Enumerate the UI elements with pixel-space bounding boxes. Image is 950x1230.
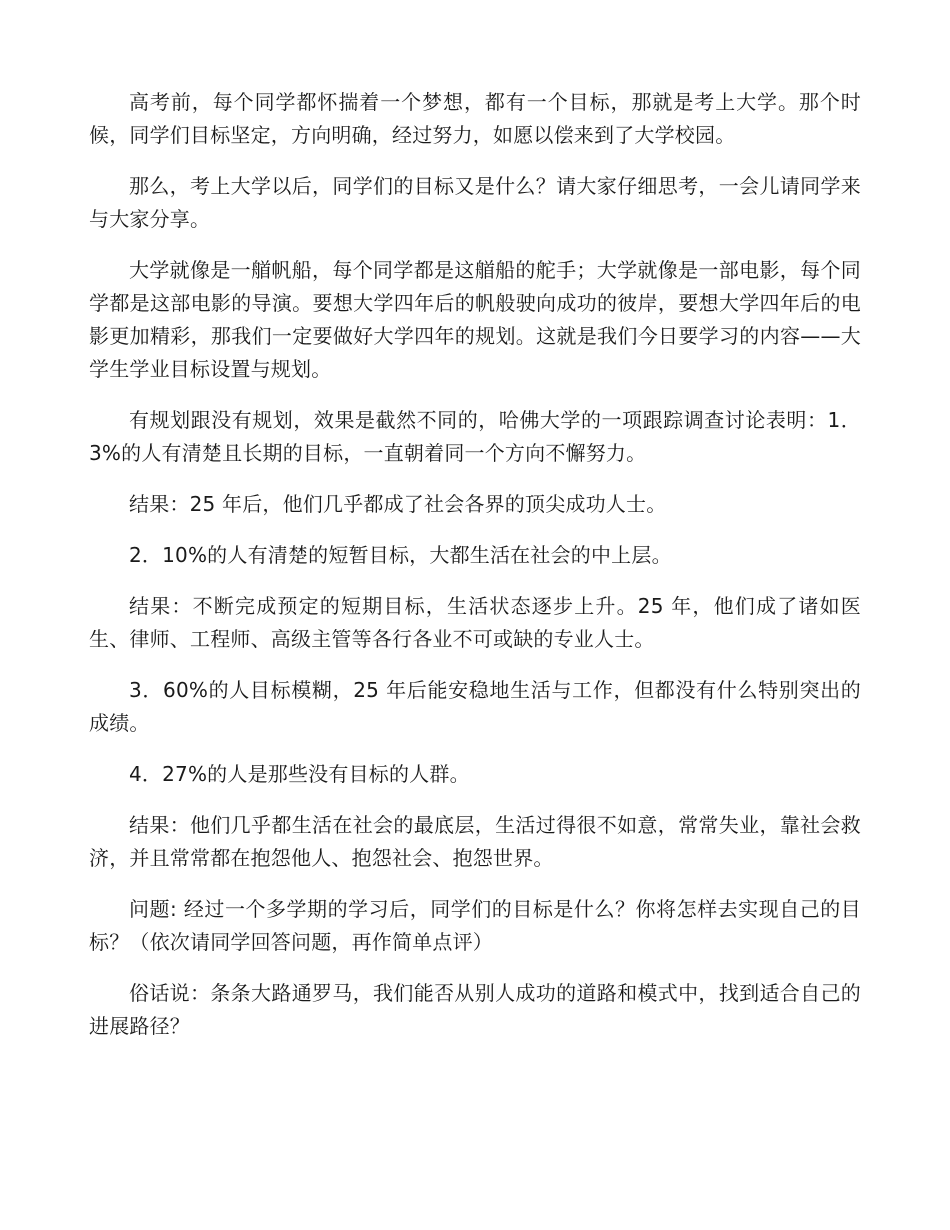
paragraph-proverb: 俗话说：条条大路通罗马，我们能否从别人成功的道路和模式中，找到适合自己的进展路径？	[89, 981, 861, 1038]
document-body	[89, 86, 861, 1061]
paragraph-point-2: 2．10%的人有清楚的短暂目标，大都生活在社会的中上层。	[129, 543, 672, 567]
paragraph-intro: 高考前，每个同学都怀揣着一个梦想，都有一个目标，那就是考上大学。那个时候，同学们目标坚定，方向明确，经过努力，如愿以偿来到了大学校园。	[89, 90, 861, 147]
paragraph-result-1: 结果：25 年后，他们几乎都成了社会各界的顶尖成功人士。	[129, 492, 667, 516]
paragraph-metaphor: 大学就像是一艏帆船，每个同学都是这艏船的舵手；大学就像是一部电影，每个同学都是这部电影的导演。要想大学四年后的帆般驶向成功的彼岸，要想大学四年后的电影更加精彩，那我们一定要做好大学四年的规划。这就是我们今日要学习的内容——大学生学业目标设置与规划。	[89, 258, 861, 381]
paragraph-harvard-study: 有规划跟没有规划，效果是截然不同的，哈佛大学的一项跟踪调查讨论表明：1．3%的人有清楚且长期的目标，一直朝着同一个方向不懈努力。	[89, 408, 861, 465]
paragraph-result-2: 结果：不断完成预定的短期目标，生活状态逐步上升。25 年，他们成了诸如医生、律师、工程师、高级主管等各行各业不可或缺的专业人士。	[89, 594, 861, 651]
paragraph-result-4: 结果：他们几乎都生活在社会的最底层，生活过得很不如意，常常失业，靠社会救济，并且常常都在抱怨他人、抱怨社会、抱怨世界。	[89, 813, 861, 870]
paragraph-point-3: 3．60%的人目标模糊，25 年后能安稳地生活与工作，但都没有什么特别突出的成绩。	[89, 678, 861, 735]
paragraph-discussion-question: 问题: 经过一个多学期的学习后，同学们的目标是什么？你将怎样去实现自己的目标？（依次请同学回答问题，再作简单点评）	[89, 897, 861, 954]
paragraph-question: 那么，考上大学以后，同学们的目标又是什么？请大家仔细思考，一会儿请同学来与大家分享。	[89, 174, 861, 231]
paragraph-point-4: 4．27%的人是那些没有目标的人群。	[129, 762, 470, 786]
